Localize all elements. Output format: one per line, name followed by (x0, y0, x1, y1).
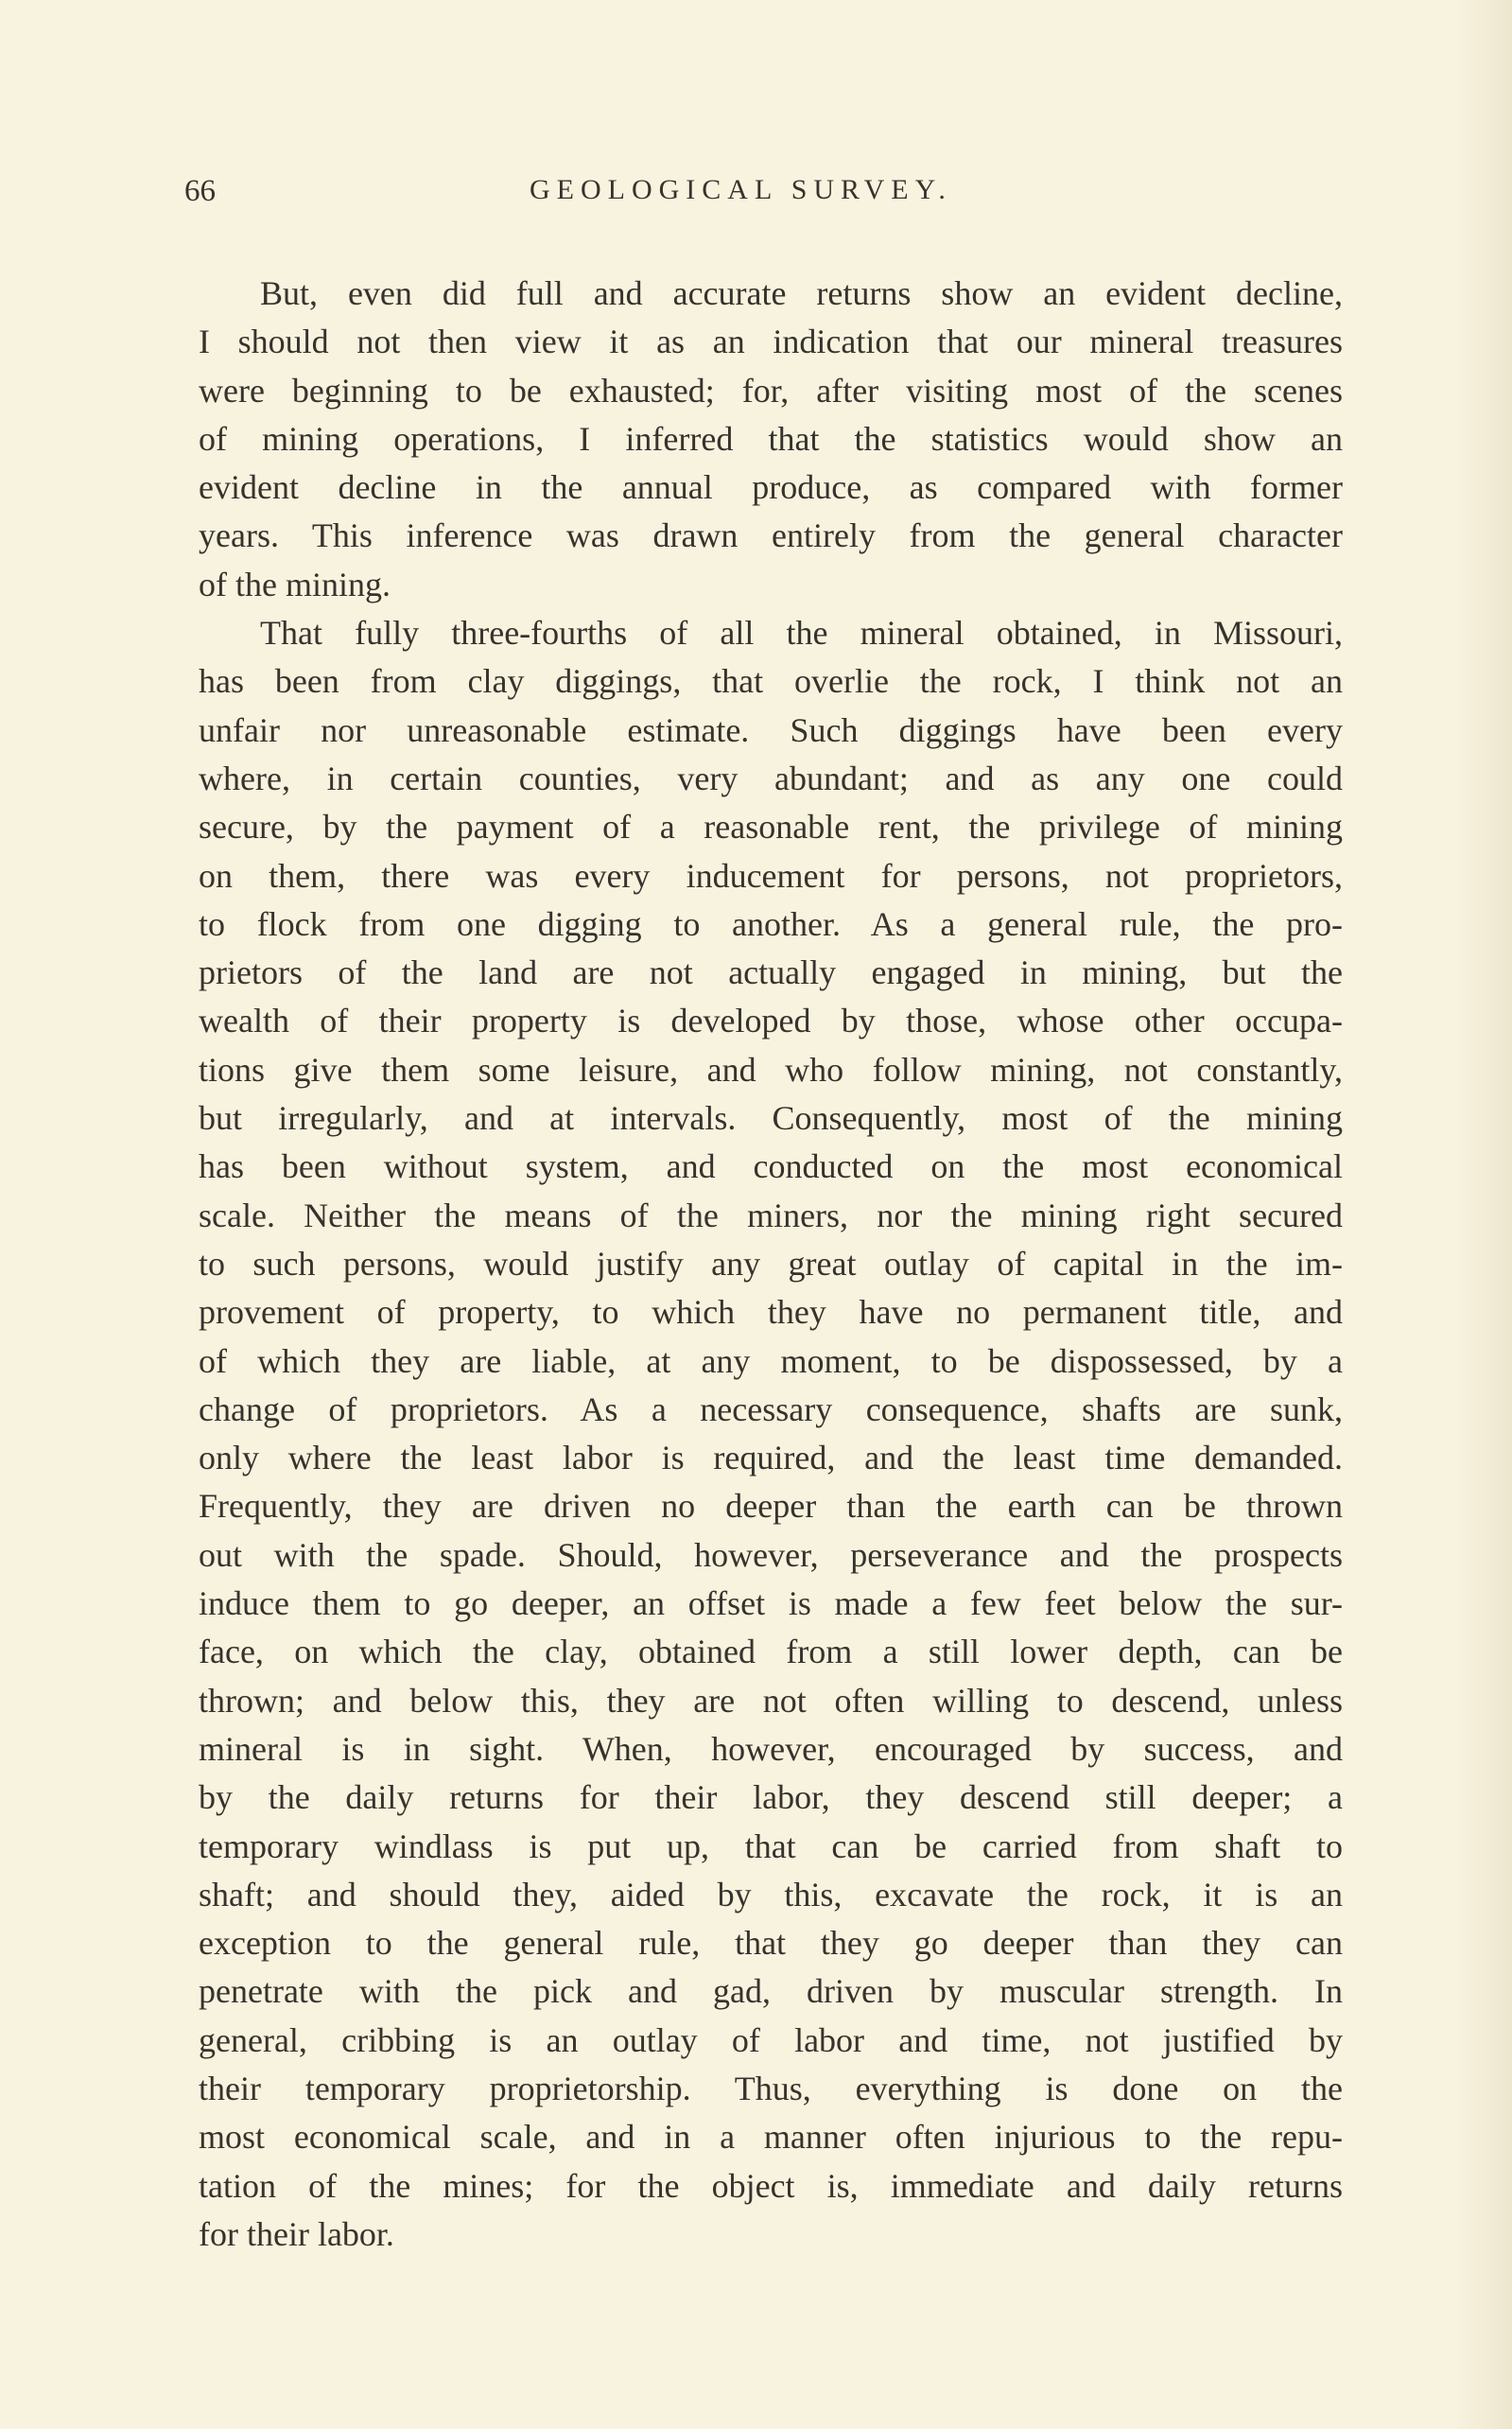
text-line: wealth of their property is developed by those, whose other occupa- (199, 1002, 1343, 1040)
text-line: secure, by the payment of a reasonable rent, the privilege of mining (199, 808, 1343, 847)
text-line: Frequently, they are driven no deeper than the earth can be thrown (199, 1487, 1343, 1526)
text-line: induce them to go deeper, an offset is made a few feet below the sur- (199, 1584, 1343, 1623)
text-line: has been from clay diggings, that overlie the rock, I think not an (199, 662, 1343, 701)
text-line: But, even did full and accurate returns show an evident decline, (260, 274, 1343, 312)
text-line: shaft; and should they, aided by this, excavate the rock, it is an (199, 1875, 1343, 1913)
text-line: scale. Neither the means of the miners, nor the mining right secured (199, 1196, 1343, 1234)
page-edge-shadow (1455, 0, 1512, 2429)
text-line: penetrate with the pick and gad, driven by muscular strength. In (199, 1972, 1343, 2011)
text-line: unfair nor unreasonable estimate. Such diggings have been every (199, 710, 1343, 749)
page-number: 66 (184, 174, 216, 208)
text-line: to flock from one digging to another. As a general rule, the pro- (199, 904, 1343, 943)
text-line: change of proprietors. As a necessary consequence, shafts are sunk, (199, 1389, 1343, 1428)
text-line: by the daily returns for their labor, they descend still deeper; a (199, 1778, 1343, 1817)
body-text (199, 270, 1343, 2259)
text-line: years. This inference was drawn entirely from the general character (199, 516, 1343, 555)
text-line: tation of the mines; for the object is, immediate and daily returns (199, 2166, 1343, 2205)
text-line: That fully three-fourths of all the mineral obtained, in Missouri, (260, 614, 1343, 653)
text-line: for their labor. (199, 2214, 394, 2253)
text-line: has been without system, and conducted on the most economical (199, 1147, 1343, 1186)
text-line: temporary windlass is put up, that can be carried from shaft to (199, 1826, 1343, 1865)
text-line: their temporary proprietorship. Thus, everything is done on the (199, 2069, 1343, 2107)
text-line: provement of property, to which they have no permanent title, and (199, 1293, 1343, 1332)
text-line: exception to the general rule, that they go deeper than they can (199, 1924, 1343, 1963)
text-line: were beginning to be exhausted; for, after visiting most of the scenes (199, 371, 1343, 410)
running-title: GEOLOGICAL SURVEY. (530, 174, 952, 205)
text-line: general, cribbing is an outlay of labor and time, not justified by (199, 2020, 1343, 2059)
text-line: but irregularly, and at intervals. Consequently, most of the mining (199, 1099, 1343, 1138)
text-line: evident decline in the annual produce, as compared with former (199, 468, 1343, 507)
text-line: I should not then view it as an indication that our mineral treasures (199, 323, 1343, 361)
text-line: on them, there was every inducement for persons, not proprietors, (199, 856, 1343, 895)
text-line: to such persons, would justify any great outlay of capital in the im- (199, 1244, 1343, 1283)
text-line: of the mining. (199, 565, 391, 603)
text-line: where, in certain counties, very abundant; and as any one could (199, 759, 1343, 797)
text-line: only where the least labor is required, and the least time demanded. (199, 1439, 1343, 1477)
text-line: of which they are liable, at any moment, to be dispossessed, by a (199, 1341, 1343, 1380)
text-line: prietors of the land are not actually engaged in mining, but the (199, 953, 1343, 992)
text-line: of mining operations, I inferred that the statistics would show an (199, 419, 1343, 458)
text-line: tions give them some leisure, and who follow mining, not constantly, (199, 1050, 1343, 1089)
running-head (184, 174, 1343, 216)
text-line: face, on which the clay, obtained from a still lower depth, can be (199, 1633, 1343, 1671)
text-line: mineral is in sight. When, however, encouraged by success, and (199, 1729, 1343, 1768)
text-line: thrown; and below this, they are not often willing to descend, unless (199, 1681, 1343, 1720)
text-line: out with the spade. Should, however, perseverance and the prospects (199, 1535, 1343, 1574)
text-line: most economical scale, and in a manner often injurious to the repu- (199, 2118, 1343, 2157)
